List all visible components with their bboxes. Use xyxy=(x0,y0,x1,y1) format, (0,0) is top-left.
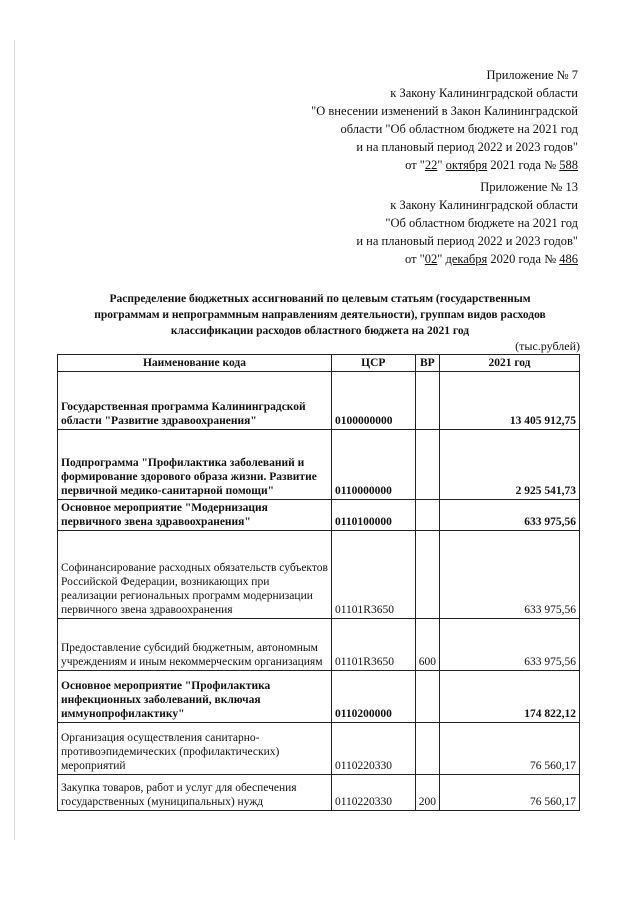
date-month: декабря xyxy=(445,252,488,266)
appendix-7-law-name-3: и на плановый период 2022 и 2023 годов" xyxy=(356,140,578,154)
row-name: Основное мероприятие "Модернизация первичного звена здравоохранения" xyxy=(58,500,332,531)
table-row xyxy=(58,430,580,500)
appendix-13-law-name-1: "Об областном бюджете на 2021 год xyxy=(385,216,578,230)
date-month: октября xyxy=(445,158,488,172)
budget-table xyxy=(57,354,580,811)
row-vr: 600 xyxy=(415,619,439,671)
units-label: (тыс.рублей) xyxy=(515,339,580,353)
law-number: 486 xyxy=(559,252,578,266)
row-name: Организация осуществления санитарно-противоэпидемических (профилактических) мероприятий xyxy=(58,723,332,775)
table-row xyxy=(58,775,580,811)
row-vr xyxy=(415,531,439,619)
row-amount: 2 925 541,73 xyxy=(439,430,579,500)
header-year: 2021 год xyxy=(439,355,579,372)
row-amount: 633 975,56 xyxy=(439,619,579,671)
appendix-7-law-name-2: области "Об областном бюджете на 2021 год xyxy=(340,122,578,136)
table-row xyxy=(58,531,580,619)
title-line-1: Распределение бюджетных ассигнований по целевым статьям (государственным xyxy=(109,293,531,305)
appendix-13-law-line: к Закону Калининградской области xyxy=(390,198,578,212)
row-amount: 633 975,56 xyxy=(439,500,579,531)
date-year: 2020 года № xyxy=(487,252,560,266)
law-number: 588 xyxy=(559,158,578,172)
header-name: Наименование кода xyxy=(58,355,332,372)
title-line-3: классификации расходов областного бюджета на 2021 год xyxy=(170,325,470,337)
appendix-13-title: Приложение № 13 xyxy=(480,180,578,194)
row-vr: 200 xyxy=(415,775,439,811)
row-amount: 76 560,17 xyxy=(439,723,579,775)
row-amount: 174 822,12 xyxy=(439,671,579,723)
row-amount: 633 975,56 xyxy=(439,531,579,619)
row-vr xyxy=(415,500,439,531)
table-row xyxy=(58,372,580,430)
row-csr: 01101R3650 xyxy=(331,619,415,671)
row-name: Закупка товаров, работ и услуг для обеспечения государственных (муниципальных) нужд xyxy=(58,775,332,811)
date-prefix: от " xyxy=(404,252,425,266)
row-csr: 0100000000 xyxy=(331,372,415,430)
row-vr xyxy=(415,723,439,775)
date-quote: " xyxy=(437,252,446,266)
date-year: 2021 года № xyxy=(487,158,560,172)
row-name: Подпрограмма "Профилактика заболеваний и формирование здорового образа жизни. Развитие первичной медико-санитарной помощи" xyxy=(58,430,332,500)
row-csr: 0110100000 xyxy=(331,500,415,531)
row-csr: 0110220330 xyxy=(331,775,415,811)
row-name: Основное мероприятие "Профилактика инфекционных заболеваний, включая иммунопрофилактику" xyxy=(58,671,332,723)
row-name: Софинансирование расходных обязательств субъектов Российской Федерации, возникающих при реализации региональных программ модернизации первичного звена здравоохранения xyxy=(58,531,332,619)
row-name: Предоставление субсидий бюджетным, автономным учреждениям и иным некоммерческим организациям xyxy=(58,619,332,671)
appendix-7-header xyxy=(311,66,578,174)
row-csr: 0110220330 xyxy=(331,723,415,775)
title-line-2: программам и непрограммным направлениям деятельности), группам видов расходов xyxy=(94,309,546,321)
row-amount: 13 405 912,75 xyxy=(439,372,579,430)
date-day: 02 xyxy=(424,252,438,266)
table-header-row xyxy=(58,355,580,372)
row-vr xyxy=(415,671,439,723)
row-amount: 76 560,17 xyxy=(439,775,579,811)
table-row xyxy=(58,723,580,775)
appendix-7-date-line xyxy=(311,156,578,174)
header-vr: ВР xyxy=(415,355,439,372)
appendix-13-date-line xyxy=(356,250,578,268)
appendix-13-law-name-2: и на плановый период 2022 и 2023 годов" xyxy=(356,234,578,248)
date-prefix: от " xyxy=(405,158,425,172)
row-vr xyxy=(415,372,439,430)
row-csr: 0110200000 xyxy=(331,671,415,723)
row-csr: 01101R3650 xyxy=(331,531,415,619)
row-csr: 0110000000 xyxy=(331,430,415,500)
table-row xyxy=(58,500,580,531)
appendix-7-title: Приложение № 7 xyxy=(486,68,578,82)
table-row xyxy=(58,619,580,671)
date-day: 22 xyxy=(424,158,438,172)
appendix-13-header xyxy=(356,178,578,268)
table-row xyxy=(58,671,580,723)
date-quote: " xyxy=(437,158,446,172)
scan-edge-line xyxy=(14,40,15,840)
row-vr xyxy=(415,430,439,500)
header-csr: ЦСР xyxy=(331,355,415,372)
row-name: Государственная программа Калининградской области "Развитие здравоохранения" xyxy=(58,372,332,430)
appendix-7-law-line: к Закону Калининградской области xyxy=(390,86,578,100)
document-title xyxy=(70,291,570,339)
appendix-7-law-name-1: "О внесении изменений в Закон Калининградской xyxy=(311,104,578,118)
